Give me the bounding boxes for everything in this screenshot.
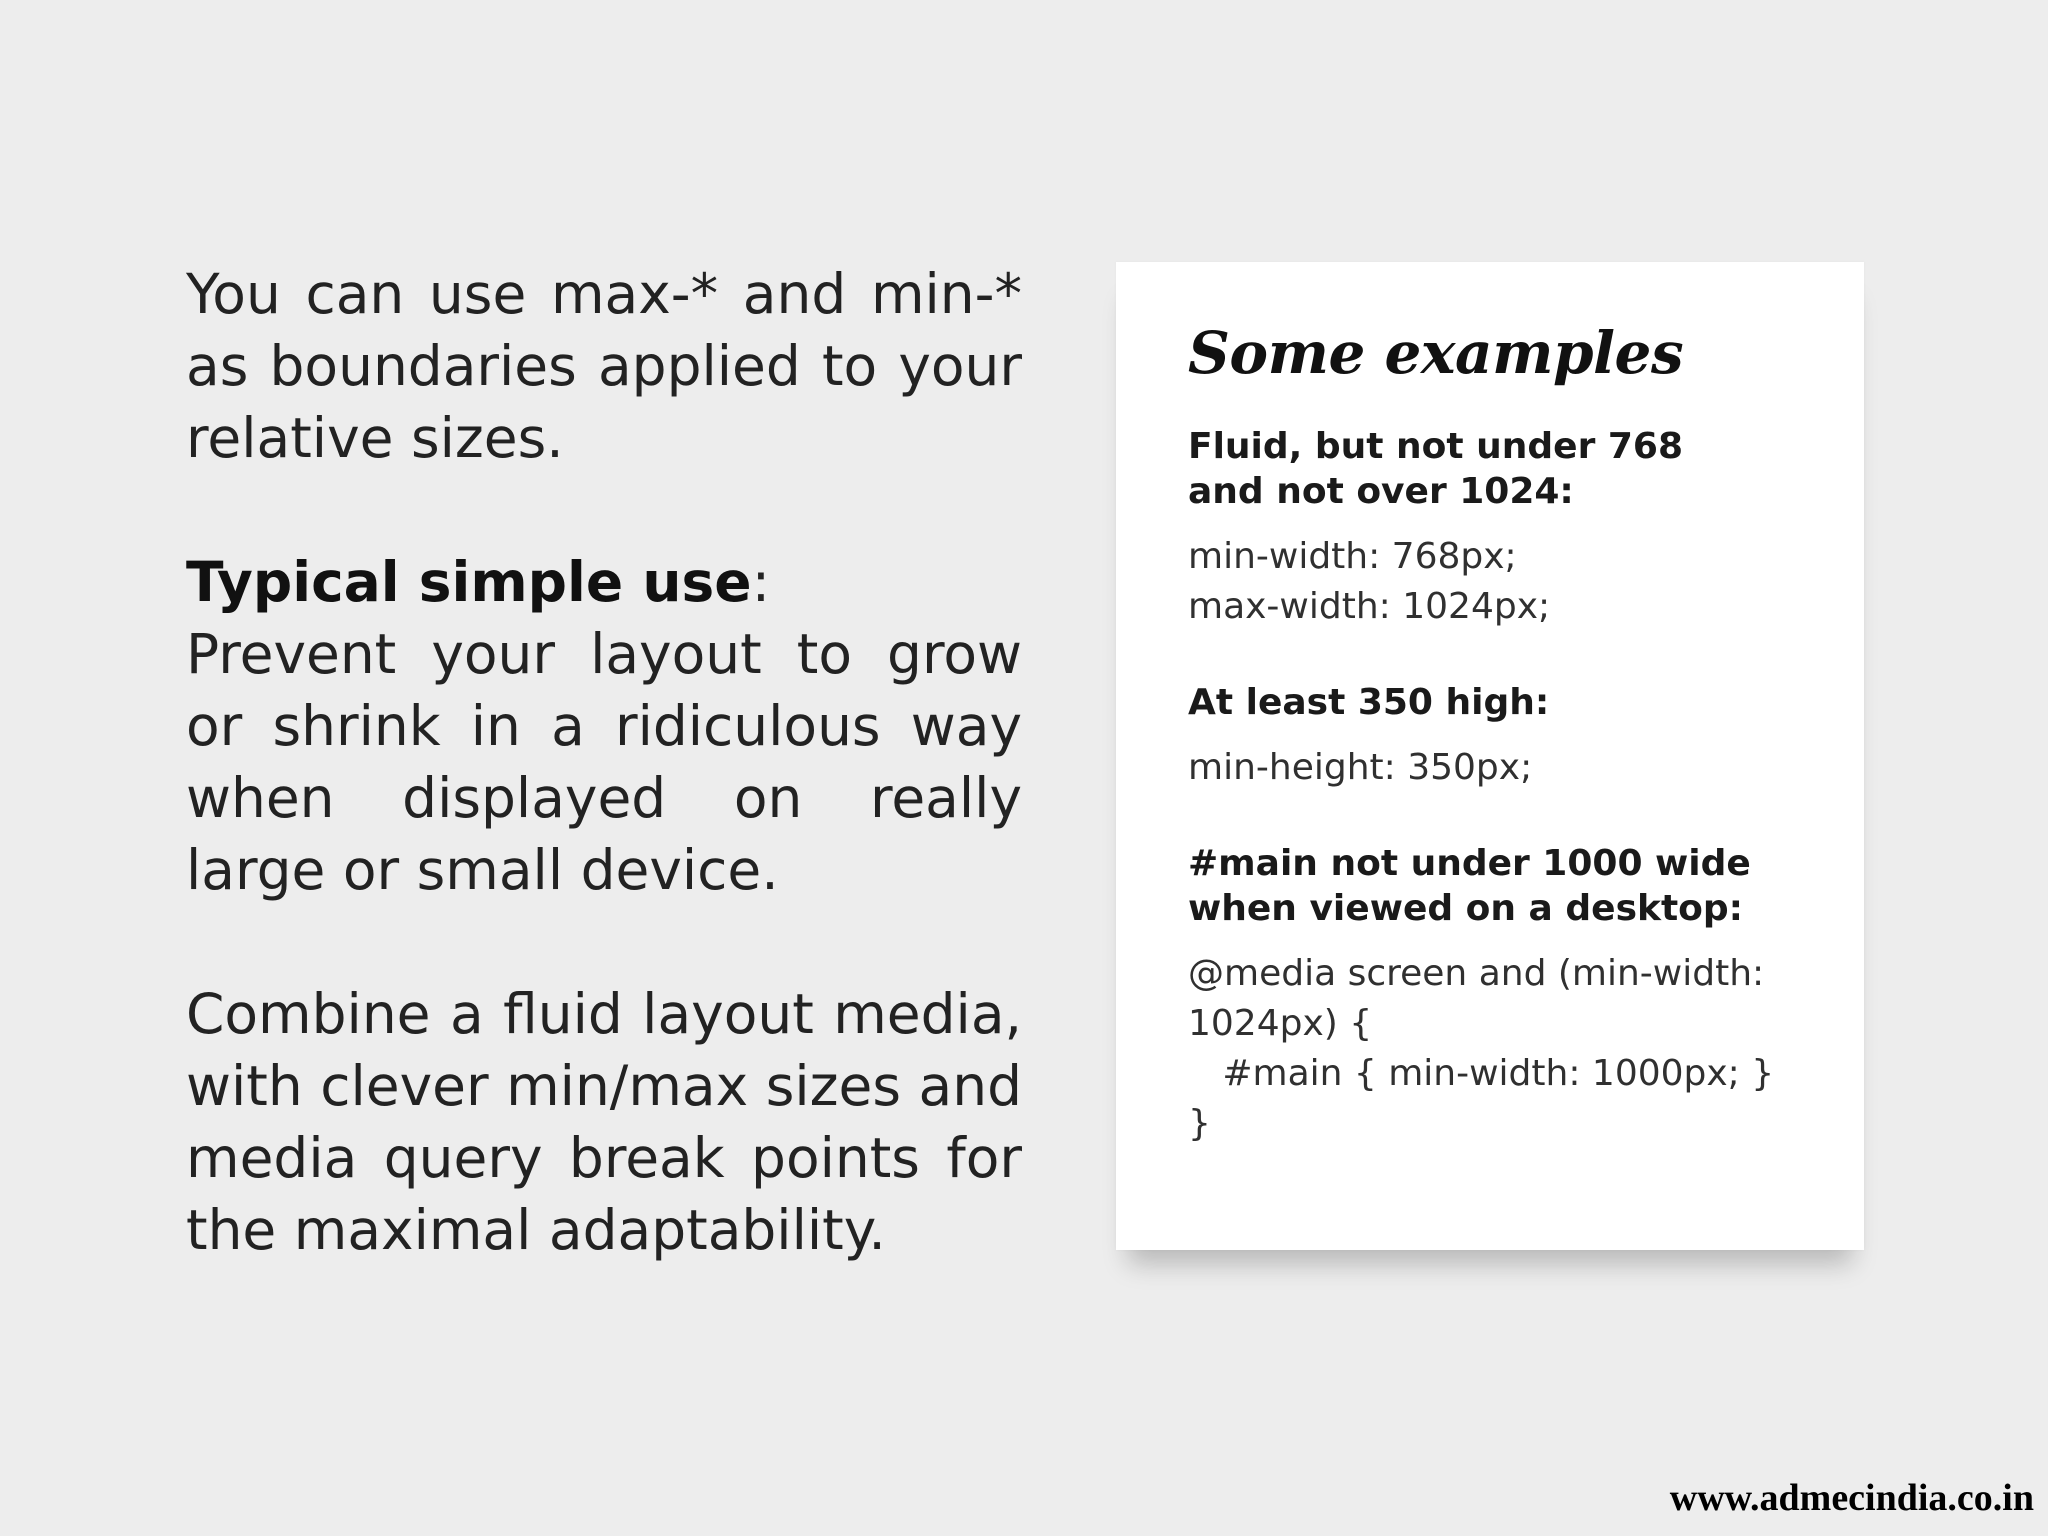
example-code: @media screen and (min-width: 1024px) { #main { min-width: 1000px; } }: [1188, 953, 1775, 1144]
typical-use-title: Typical simple use: [186, 550, 752, 614]
examples-card: [1116, 262, 1864, 1250]
typical-use-paragraph: [186, 546, 1022, 906]
typical-use-colon: :: [751, 550, 771, 614]
example-heading: #main not under 1000 wide when viewed on a desktop:: [1188, 843, 1751, 929]
example-min-height: [1188, 680, 1864, 793]
example-media-query: [1188, 841, 1864, 1149]
example-fluid: [1188, 424, 1864, 632]
example-code: min-width: 768px; max-width: 1024px;: [1188, 536, 1551, 627]
example-code: min-height: 350px;: [1188, 747, 1533, 788]
example-heading: Fluid, but not under 768 and not over 1024:: [1188, 426, 1683, 512]
intro-paragraph: You can use max-* and min-* as boundaries applied to your relative sizes.: [186, 262, 1022, 470]
example-heading: At least 350 high:: [1188, 682, 1550, 723]
combine-paragraph: Combine a fluid layout media, with clever min/max sizes and media query break points for the maximal adaptability.: [186, 982, 1022, 1262]
examples-card-title: Some examples: [1188, 319, 1684, 387]
typical-use-text: Prevent your layout to grow or shrink in a ridiculous way when displayed on really large or small device.: [186, 622, 1022, 902]
footer-website-url: www.admecindia.co.in: [1669, 1477, 2034, 1519]
left-text-column: [186, 258, 1022, 1266]
